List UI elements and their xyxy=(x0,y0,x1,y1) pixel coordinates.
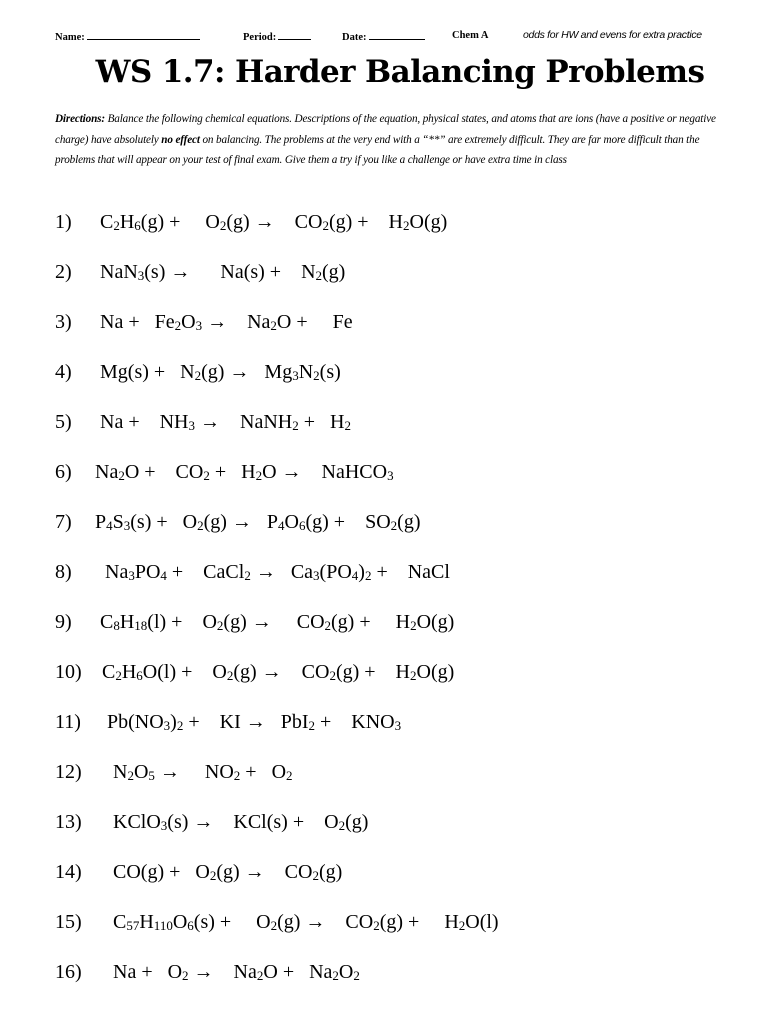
problem-number: 6) xyxy=(55,461,72,483)
date-label: Date: xyxy=(342,32,367,43)
chemical-equation: $Pb(NO_3)_2$ + KI → PbI$_2$ + $KNO_3$ xyxy=(107,711,402,733)
problem-number: 1) xyxy=(55,211,72,233)
chemical-equation: $P_4S_3(s) + O_2(g) \to P_4O_6(g)$ + $SO_2(g)$ xyxy=(95,511,421,533)
problem-number: 16) xyxy=(55,961,82,983)
problem-number: 2) xyxy=(55,261,72,283)
chemical-equation: NaN$_3$(s) → Na(s) + $N_2(g)$ xyxy=(100,261,346,283)
chemical-equation: $C_2H_6O(l)$ + $O_2(g)$ → $CO_2(g)$ + $H_2O(g)$ xyxy=(102,661,455,683)
chemical-equation: $C_{57}H_{110}O_6(s)$ + $O_2(g)$ → $CO_2(g)$ + $H_2O(l)$ xyxy=(113,911,499,933)
period-label: Period: xyxy=(243,32,277,43)
name-blank[interactable] xyxy=(87,30,200,40)
problem-number: 14) xyxy=(55,861,82,883)
date-field[interactable] xyxy=(342,30,425,43)
problem-number: 15) xyxy=(55,911,82,933)
problem-number: 13) xyxy=(55,811,82,833)
directions-paragraph xyxy=(55,109,740,171)
chemical-equation: $C_8H_{18}(l)$ + $O_2(g)$ → $CO_2(g)$ + $H_2O(g)$ xyxy=(100,611,455,633)
problem-number: 3) xyxy=(55,311,72,333)
period-blank[interactable] xyxy=(278,30,311,40)
chemical-equation: $C_2H_6(g)$ + $O_2(g)$ → $CO_2(g)$ + $H_2O(g)$ xyxy=(100,211,448,233)
assignment-note: odds for HW and evens for extra practice xyxy=(523,29,702,41)
chemical-equation: KClO$_3$(s) → KCl(s) + $O_2(g)$ xyxy=(113,811,369,833)
problem-number: 5) xyxy=(55,411,72,433)
name-label: Name: xyxy=(55,32,85,43)
worksheet-header xyxy=(55,28,735,44)
chemical-equation: $Na_2O$ + $CO_2 + H_2O$ → NaHCO$_3$ xyxy=(95,461,394,483)
directions-label: Directions: xyxy=(55,113,105,125)
chemical-equation: $Mg(s) + N_2(g) \to Mg_3N_2(s)$ xyxy=(100,361,341,383)
chemical-equation: $Na_3PO_4$ + CaCl$_2$ → $Ca_3(PO_4)_2$ + NaCl xyxy=(105,561,450,583)
chemical-equation: Na + $NH_3$ → NaNH$_2$ + $H_2$ xyxy=(100,411,351,433)
chemical-equation: $Na + O_2$ → $Na_2O + Na_2O_2$ xyxy=(113,961,360,983)
directions-text-2: on balancing. The problems at the very end with a “**” are extremely difficult. They are far more difficult than the problems that will appear on your test of final exam. Give them a try if you like a challenge or have extra time in class xyxy=(55,133,700,166)
problem-number: 9) xyxy=(55,611,72,633)
name-field[interactable] xyxy=(55,30,200,43)
class-label: Chem A xyxy=(452,30,489,41)
date-blank[interactable] xyxy=(369,30,425,40)
chemical-equation: $Na + Fe_2O_3$ → $Na_2O$ + Fe xyxy=(100,311,353,333)
chemical-equation: $N_2O_5$ → $NO_2 + O_2$ xyxy=(113,761,293,783)
worksheet-title: WS 1.7: Harder Balancing Problems xyxy=(95,54,705,90)
directions-text-1: Balance the following chemical equations. Descriptions of the equation, physical states, and atoms that are ions (have a positive or negative charge) have absolutely xyxy=(55,113,716,146)
problem-number: 11) xyxy=(55,711,81,733)
chemical-equation: $CO(g) + O_2(g)$ → $CO_2(g)$ xyxy=(113,861,343,883)
problem-number: 7) xyxy=(55,511,72,533)
problem-number: 8) xyxy=(55,561,72,583)
directions-emphasis: no effect xyxy=(161,133,200,146)
problem-number: 4) xyxy=(55,361,72,383)
problem-number: 12) xyxy=(55,761,82,783)
problem-number: 10) xyxy=(55,661,82,683)
period-field[interactable] xyxy=(243,30,311,43)
